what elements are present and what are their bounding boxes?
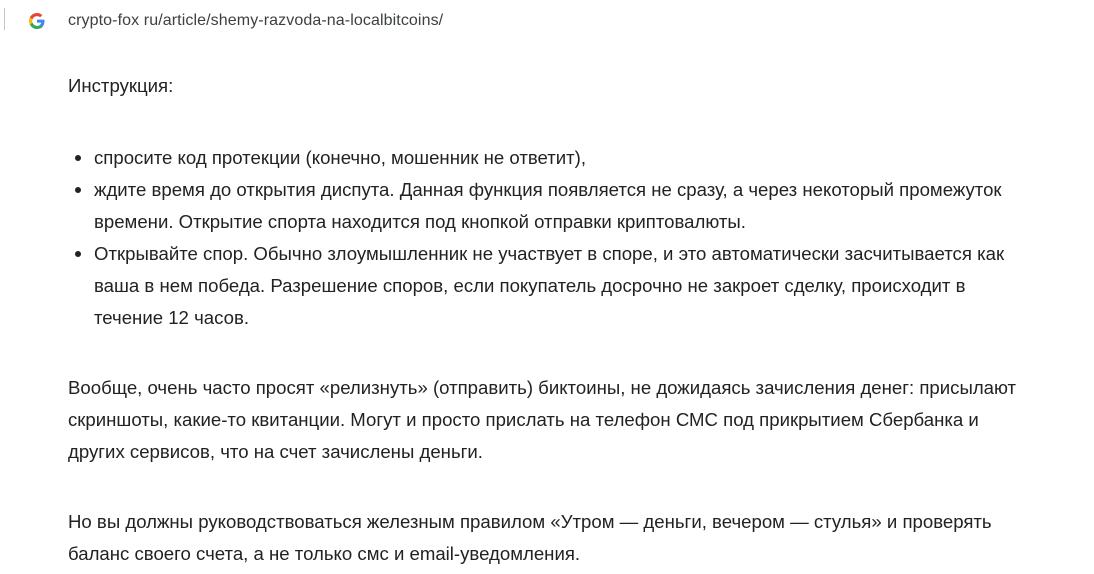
list-item: Открывайте спор. Обычно злоумышленник не участвует в споре, и это автоматически засчитывается как ваша в нем победа. Разрешение споров, если покупатель досрочно не закроет сделку, происходит в течение 12 часов. — [94, 238, 1028, 334]
article-body — [68, 70, 1028, 570]
instructions-heading: Инструкция: — [68, 75, 174, 96]
instructions-list — [68, 142, 1028, 334]
list-item: ждите время до открытия диспута. Данная функция появляется не сразу, а через некоторый промежуток времени. Открытие спорта находится под кнопкой отправки криптовалюты. — [94, 174, 1028, 238]
search-result-url[interactable] — [28, 8, 443, 34]
list-item: спросите код протекции (конечно, мошенник не ответит), — [94, 142, 1028, 174]
url-text[interactable]: crypto-fox ru/article/shemy-razvoda-na-localbitcoins/ — [68, 12, 444, 29]
google-g-icon — [28, 12, 46, 30]
window-edge-divider — [4, 8, 5, 30]
paragraph-release-warning: Вообще, очень часто просят «релизнуть» (отправить) биктоины, не дожидаясь зачисления денег: присылают скриншоты, какие-то квитанции. Могут и просто прислать на телефон СМС под прикрытием Сбербанка и других сервисов, что на счет зачислены деньги. — [68, 377, 1017, 462]
paragraph-rule: Но вы должны руководствоваться железным правилом «Утром — деньги, вечером — стулья» и проверять баланс своего счета, а не только смс и email-уведомления. — [68, 511, 992, 564]
